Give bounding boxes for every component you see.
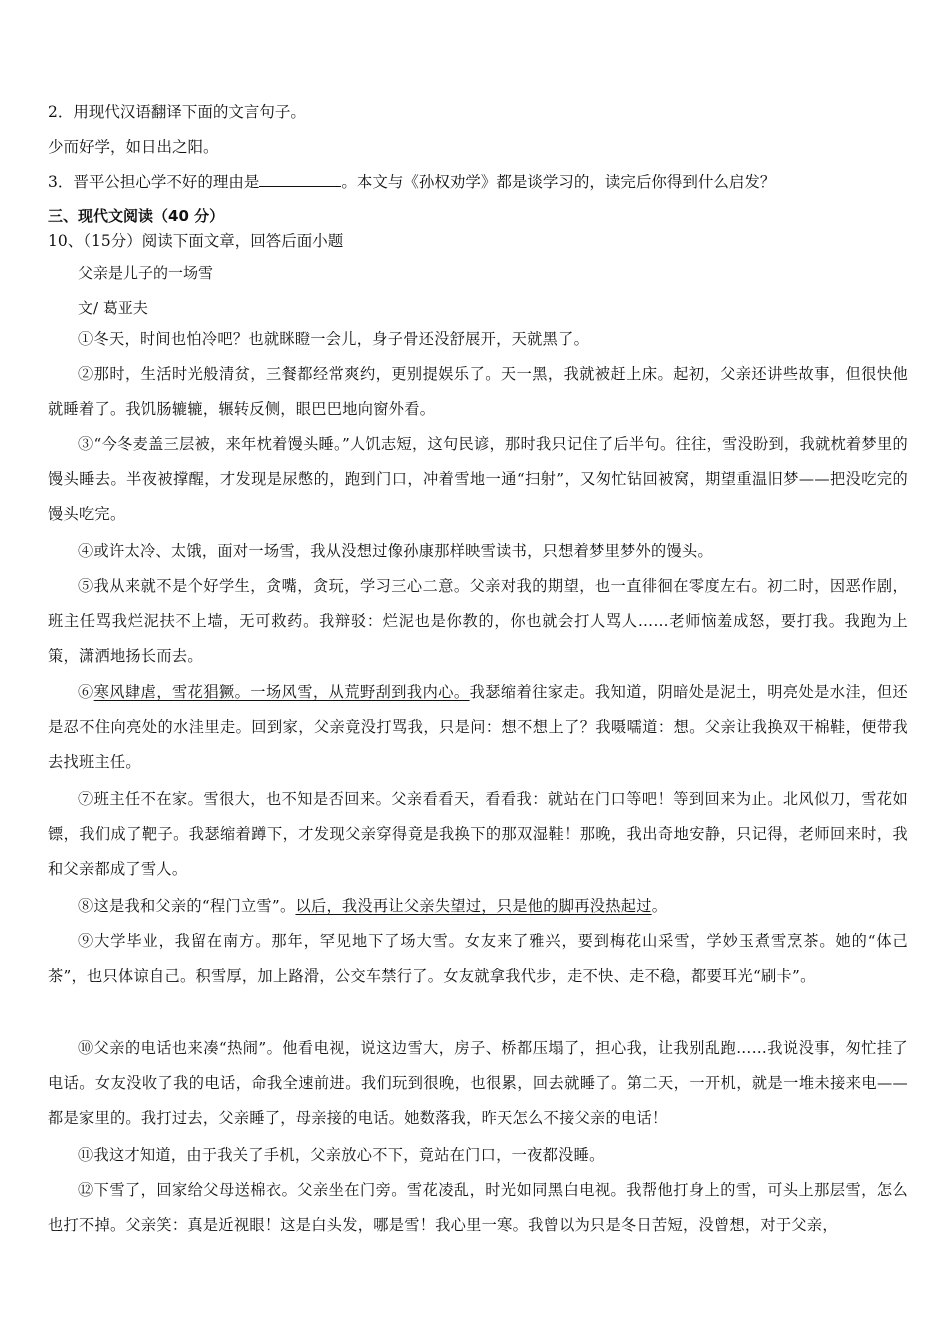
paragraph-2: ②那时，生活时光般清贫，三餐都经常爽约，更别提娱乐了。天一黑，我就被赶上床。起初，父亲还讲些故事，但很快他就睡着了。我饥肠辘辘，辗转反侧，眼巴巴地向窗外看。: [48, 365, 908, 418]
question-2: 2．用现代汉语翻译下面的文言句子。: [48, 103, 306, 121]
question-3: [48, 170, 775, 192]
underlined-sentence-2: 以后，我没再让父亲失望过，只是他的脚再没热起过: [295, 897, 652, 915]
paragraph-1: ①冬天，时间也怕冷吧？也就眯瞪一会儿，身子骨还没舒展开，天就黑了。: [78, 330, 590, 348]
paragraph-8-end: 。: [651, 897, 668, 915]
paragraph-10: ⑩父亲的电话也来凑“热闹”。他看电视，说这边雪大，房子、桥都压塌了，担心我，让我别乱跑……我说没事，匆忙挂了电话。女友没收了我的电话，命我全速前进。我们玩到很晚，也很累，回去就睡了。第二天，一开机，就是一堆未接来电——都是家里的。我打过去，父亲睡了，母亲接的电话。她数落我，昨天怎么不接父亲的电话！: [48, 1039, 908, 1127]
paragraph-6-rest: 我瑟缩着往家走。我知道，阴暗处是泥土，明亮处是水洼，但还是忍不住向亮处的水洼里走。回到家，父亲竟没打骂我，只是问：想不想上了？我嗫嚅道：想。父亲让我换双干棉鞋，便带我去找班主任。: [48, 683, 908, 771]
paragraph-4: ④或许太冷、太饿，面对一场雪，我从没想过像孙康那样映雪读书，只想着梦里梦外的馒头。: [78, 542, 713, 560]
paragraph-9: ⑨大学毕业，我留在南方。那年，罕见地下了场大雪。女友来了雅兴，要到梅花山采雪，学妙玉煮雪烹茶。她的“体己茶”，也只体谅自己。积雪厚，加上路滑，公交车禁行了。女友就拿我代步，走不快、走不稳，都要耳光“刷卡”。: [48, 932, 908, 985]
question-3-text-rest: 。本文与《孙权劝学》都是谈学习的，读完后你得到什么启发？: [341, 173, 776, 191]
question-3-text: 3．晋平公担心学不好的理由是: [48, 173, 260, 191]
article-author: 文/ 葛亚夫: [78, 299, 148, 317]
paragraph-8: [48, 889, 908, 924]
underlined-sentence-1: 寒风肆虐，雪花猖獗。一场风雪，从荒野刮到我内心。: [93, 683, 470, 701]
paragraph-8-text: ⑧这是我和父亲的“程门立雪”。: [78, 897, 296, 915]
section-heading: 三、现代文阅读（40 分）: [48, 207, 225, 225]
answer-blank[interactable]: [259, 172, 341, 187]
paragraph-7: ⑦班主任不在家。雪很大，也不知是否回来。父亲看看天，看看我：就站在门口等吧！等到回来为止。北风似刀，雪花如镖，我们成了靶子。我瑟缩着蹲下，才发现父亲穿得竟是我换下的那双湿鞋！那晚，我出奇地安静，只记得，老师回来时，我和父亲都成了雪人。: [48, 790, 908, 878]
paragraph-6-number: ⑥: [78, 683, 94, 701]
paragraph-12: ⑫下雪了，回家给父母送棉衣。父亲坐在门旁。雪花凌乱，时光如同黑白电视。我帮他打身上的雪，可头上那层雪，怎么也打不掉。父亲笑：真是近视眼！这是白头发，哪是雪！我心里一寒。我曾以为只是冬日苦短，没曾想，对于父亲，: [48, 1181, 908, 1234]
paragraph-6: [48, 675, 908, 780]
question-2-sentence: 少而好学，如日出之阳。: [48, 138, 219, 156]
article-title: 父亲是儿子的一场雪: [78, 264, 214, 282]
paragraph-3: ③“今冬麦盖三层被，来年枕着馒头睡。”人饥志短，这句民谚，那时我只记住了后半句。往往，雪没盼到，我就枕着梦里的馒头睡去。半夜被撑醒，才发现是尿憋的，跑到门口，冲着雪地一通“扫射”，又匆忙钻回被窝，期望重温旧梦——把没吃完的馒头吃完。: [48, 435, 908, 523]
paragraph-5: ⑤我从来就不是个好学生，贪嘴，贪玩，学习三心二意。父亲对我的期望，也一直徘徊在零度左右。初二时，因恶作剧，班主任骂我烂泥扶不上墙，无可救药。我辩驳：烂泥也是你教的，你也就会打人骂人……老师恼羞成怒，要打我。我跑为上策，潇洒地扬长而去。: [48, 577, 908, 665]
paragraph-11: ⑪我这才知道，由于我关了手机，父亲放心不下，竟站在门口，一夜都没睡。: [78, 1146, 605, 1164]
question-10: 10、（15分）阅读下面文章，回答后面小题: [48, 232, 344, 250]
